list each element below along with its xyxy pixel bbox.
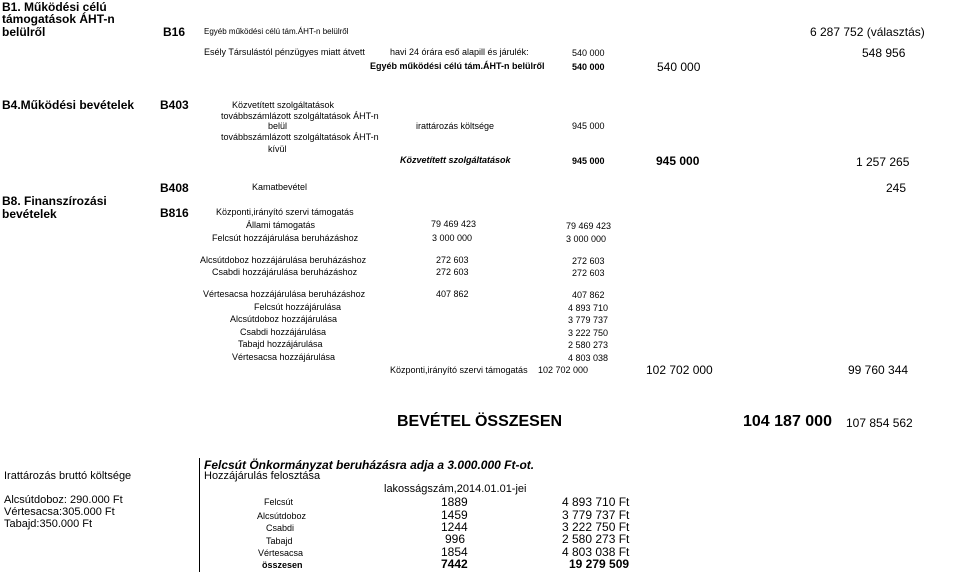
b4-sub-label: Közvetített szolgáltatások [400, 155, 511, 165]
b8-contrib-label: Vértesacsa hozzájárulása [232, 352, 336, 362]
split-row-name: Tabajd [266, 536, 293, 546]
grand-total-value2: 107 854 562 [846, 416, 913, 430]
b8-contrib-value: 4 803 038 [568, 353, 609, 363]
b4-total: 1 257 265 [856, 155, 910, 169]
b8-sub-value: 102 702 000 [538, 365, 589, 375]
irattar-row: Alcsútdoboz: 290.000 Ft [4, 494, 123, 506]
bottom-heading: Felcsút Önkormányzat beruházásra adja a 3.000.000 Ft-ot. [204, 458, 535, 472]
split-row-amount: 3 779 737 Ft [562, 508, 630, 522]
irattar-row: Vértesacsa:305.000 Ft [4, 506, 115, 518]
b4-code: B403 [160, 98, 189, 112]
b4-desc-line: kívül [268, 144, 287, 154]
irattar-row: Tabajd:350.000 Ft [4, 518, 93, 530]
split-row-pop: 1854 [441, 545, 468, 559]
b8-row-v2: 79 469 423 [566, 221, 612, 231]
b8-contrib-label: Felcsút hozzájárulása [254, 302, 342, 312]
b408-value: 245 [886, 181, 907, 195]
b8-row-v2: 272 603 [572, 268, 605, 278]
split-sum-pop: 7442 [441, 557, 468, 571]
b8-contrib-label: Alcsútdoboz hozzájárulása [230, 314, 338, 324]
b8-row-label: Csabdi hozzájárulása beruházáshoz [212, 267, 358, 277]
b8-row-label: Vértesacsa hozzájárulása beruházáshoz [203, 289, 366, 299]
b4-desc-line: belül [268, 121, 288, 131]
b1-sub-label: Egyéb működési célú tám.ÁHT-n belülről [370, 61, 545, 71]
grand-total-label: BEVÉTEL ÖSSZESEN [397, 413, 563, 430]
b1-sub-value2: 540 000 [657, 60, 701, 74]
b8-contrib-value: 3 222 750 [568, 328, 609, 338]
split-row-name: Csabdi [266, 523, 295, 533]
split-row-pop: 1889 [441, 495, 468, 509]
b8-sub-value2: 102 702 000 [646, 363, 713, 377]
b8-row-v1: 3 000 000 [432, 233, 473, 243]
b8-row-v2: 407 862 [572, 290, 605, 300]
split-row-amount: 4 893 710 Ft [562, 495, 630, 509]
b4-irattar-label: irattározás költsége [416, 121, 495, 131]
b8-title-line1: B8. Finanszírozási [2, 194, 107, 208]
split-row-name: Felcsút [264, 497, 294, 507]
b4-desc-line: továbbszámlázott szolgáltatások ÁHT-n [221, 111, 379, 121]
b408-code: B408 [160, 181, 189, 195]
b4-desc-line: továbbszámlázott szolgáltatások ÁHT-n [221, 132, 379, 142]
b1-title-line3: belülről [2, 25, 46, 39]
b8-row-v1: 407 862 [436, 289, 469, 299]
split-row-pop: 1244 [441, 520, 468, 534]
pop-header: lakosságszám,2014.01.01-jei [384, 483, 527, 495]
b4-title: B4.Működési bevételek [2, 98, 135, 112]
b8-contrib-value: 3 779 737 [568, 315, 609, 325]
b8-contrib-label: Csabdi hozzájárulása [240, 327, 327, 337]
b4-irattar-value: 945 000 [572, 121, 605, 131]
b8-row-v1: 79 469 423 [431, 219, 477, 229]
b8-row-label: Alcsútdoboz hozzájárulása beruházáshoz [200, 255, 367, 265]
split-sum-amount: 19 279 509 [569, 557, 630, 571]
b1-title-line1: B1. Működési célú [2, 0, 107, 14]
b1-item-value: 540 000 [572, 48, 605, 58]
split-row-amount: 4 803 038 Ft [562, 545, 630, 559]
b8-total: 99 760 344 [848, 363, 909, 377]
split-row-name: Alcsútdoboz [257, 511, 307, 521]
b4-desc-line: Közvetített szolgáltatások [232, 100, 335, 110]
b8-contrib-label: Tabajd hozzájárulása [238, 339, 323, 349]
split-row-name: Vértesacsa [258, 548, 304, 558]
b8-contrib-value: 2 580 273 [568, 340, 609, 350]
bottom-divider [199, 458, 200, 572]
split-sum-name: összesen [262, 560, 303, 570]
b1-title-line2: támogatások ÁHT-n [2, 12, 115, 26]
b1-total: 6 287 752 (választás) [810, 25, 925, 39]
grand-total-value: 104 187 000 [743, 413, 832, 430]
b8-code: B816 [160, 206, 189, 220]
split-row-amount: 3 222 750 Ft [562, 520, 630, 534]
b8-row-v1: 272 603 [436, 267, 469, 277]
b1-desc: Egyéb működési célú tám.ÁHT-n belülről [204, 27, 349, 36]
b4-sub-value: 945 000 [572, 156, 605, 166]
b1-item-note: havi 24 órára eső alapill és járulék: [390, 47, 529, 57]
split-title: Hozzájárulás felosztása [204, 470, 321, 482]
split-row-amount: 2 580 273 Ft [562, 532, 630, 546]
b8-row-label: Felcsút hozzájárulása beruházáshoz [212, 233, 359, 243]
b408-desc: Kamatbevétel [252, 182, 308, 192]
split-row-pop: 996 [445, 532, 466, 546]
b1-item-label: Esély Társulástól pénzügyes miatt átvett [204, 47, 365, 57]
b8-row-v2: 272 603 [572, 256, 605, 266]
irattar-title: Irattározás bruttó költsége [4, 470, 132, 482]
b4-sub-value2: 945 000 [656, 154, 700, 168]
b8-row-v1: 272 603 [436, 255, 469, 265]
b8-sub-label: Központi,irányító szervi támogatás [390, 365, 528, 375]
b1-sub-value: 540 000 [572, 62, 605, 72]
split-row-pop: 1459 [441, 508, 468, 522]
b8-desc: Központi,irányító szervi támogatás [216, 207, 354, 217]
b8-contrib-value: 4 893 710 [568, 303, 609, 313]
b8-title-line2: bevételek [2, 207, 57, 221]
b1-item-total: 548 956 [862, 46, 906, 60]
b8-row-v2: 3 000 000 [566, 234, 607, 244]
b1-code: B16 [163, 25, 186, 39]
b8-row-label: Állami támogatás [246, 220, 316, 230]
